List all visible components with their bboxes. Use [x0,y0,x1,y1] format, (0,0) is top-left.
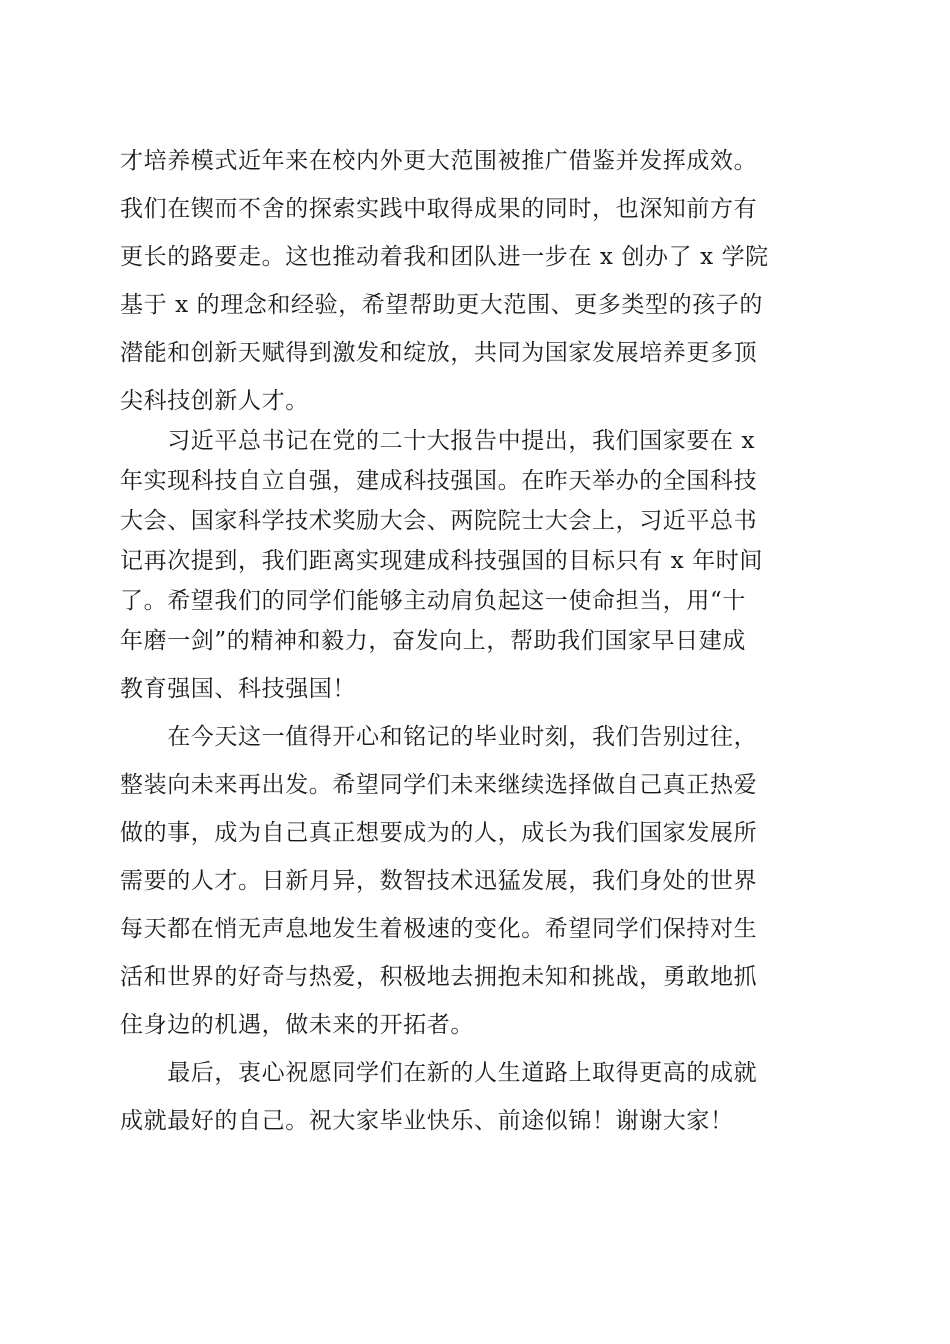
text-line: 习近平总书记在党的二十大报告中提出，我们国家要在 x [120,428,756,454]
text-line: 尖科技创新人才。 [120,388,309,414]
text-line: 年实现科技自立自强，建成科技强国。在昨天举办的全国科技 [120,468,758,494]
text-line: 整装向未来再出发。希望同学们未来继续选择做自己真正热爱 [120,772,758,798]
text-line: 了。希望我们的同学们能够主动肩负起这一使命担当，用“十 [120,588,746,614]
text-line: 大会、国家科学技术奖励大会、两院院士大会上，习近平总书 [120,508,758,534]
text-line: 活和世界的好奇与热爱，积极地去拥抱未知和挑战，勇敢地抓 [120,964,758,990]
text-line: 在今天这一值得开心和铭记的毕业时刻，我们告别过往， [120,724,758,750]
text-line: 做的事，成为自己真正想要成为的人，成长为我们国家发展所 [120,820,758,846]
text-line: 更长的路要走。这也推动着我和团队进一步在 x 创办了 x 学院 [120,244,769,270]
text-line: 教育强国、科技强国！ [120,676,356,702]
text-line: 记再次提到，我们距离实现建成科技强国的目标只有 x 年时间 [120,548,763,574]
text-line: 成就最好的自己。祝大家毕业快乐、前途似锦！谢谢大家！ [120,1108,734,1134]
text-line: 需要的人才。日新月异，数智技术迅猛发展，我们身处的世界 [120,868,758,894]
text-line: 潜能和创新天赋得到激发和绽放，共同为国家发展培养更多顶 [120,340,758,366]
text-line: 我们在锲而不舍的探索实践中取得成果的同时，也深知前方有 [120,196,758,222]
text-line: 基于 x 的理念和经验，希望帮助更大范围、更多类型的孩子的 [120,292,763,318]
text-line: 最后，衷心祝愿同学们在新的人生道路上取得更高的成就 [120,1060,758,1086]
text-line: 才培养模式近年来在校内外更大范围被推广借鉴并发挥成效。 [120,148,758,174]
text-line: 每天都在悄无声息地发生着极速的变化。希望同学们保持对生 [120,916,758,942]
text-line: 年磨一剑”的精神和毅力，奋发向上，帮助我们国家早日建成 [120,628,746,654]
text-line: 住身边的机遇，做未来的开拓者。 [120,1012,474,1038]
